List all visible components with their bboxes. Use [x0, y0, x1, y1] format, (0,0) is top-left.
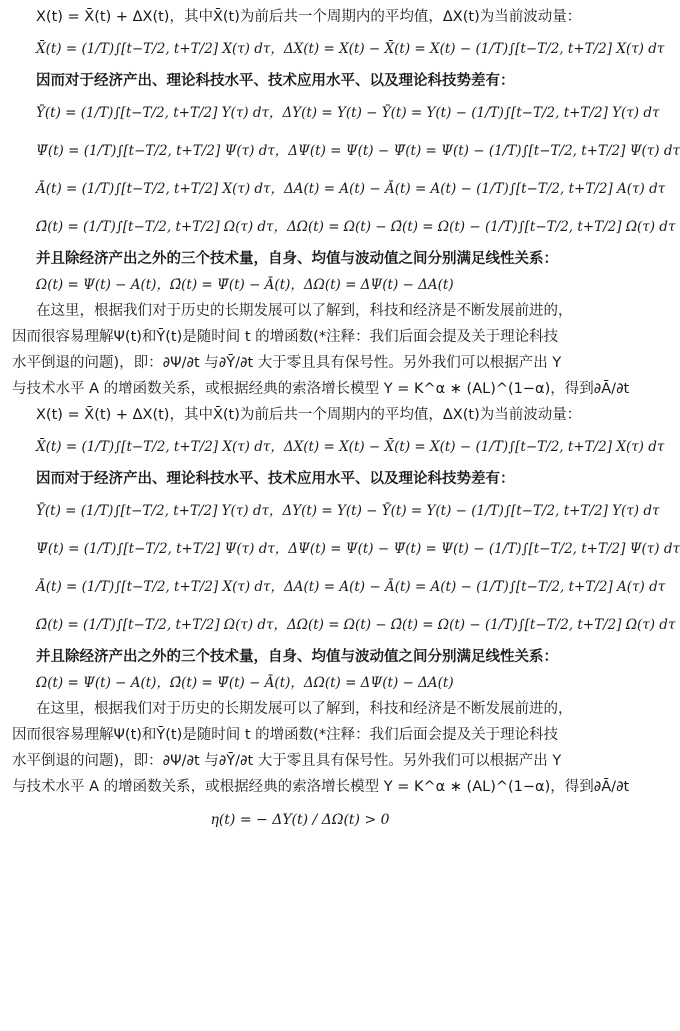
- section-2: [12, 402, 680, 800]
- definition-formula: X̄(t) = (1/T)∫[t−T/2, t+T/2] X(τ) dτ，ΔX(t) = X(t) − X̄(t) = X(t) − (1/T)∫[t−T/2, t+T/2] X(τ) dτ: [36, 439, 665, 455]
- formula-a: Ā(t) = (1/T)∫[t−T/2, t+T/2] X(τ) dτ，ΔA(t) = A(t) − Ā(t) = A(t) − (1/T)∫[t−T/2, t+T/2] A(τ) dτ: [36, 181, 666, 197]
- definition-formula: X̄(t) = (1/T)∫[t−T/2, t+T/2] X(τ) dτ，ΔX(t) = X(t) − X̄(t) = X(t) − (1/T)∫[t−T/2, t+T/2] X(τ) dτ: [36, 41, 665, 57]
- formula-psi: Ψ̄(t) = (1/T)∫[t−T/2, t+T/2] Ψ(τ) dτ，ΔΨ(t) = Ψ(t) − Ψ̄(t) = Ψ(t) − (1/T)∫[t−T/2, t+T/2] Ψ(τ) dτ: [36, 541, 680, 557]
- paragraph-line: 水平倒退的问题)，即：∂Ψ/∂t 与∂Ȳ/∂t 大于零且具有保号性。另外我们可以根据产出 Y: [12, 355, 562, 371]
- final-formula: η(t) = − ΔY(t) / ΔΩ(t) > 0: [210, 812, 390, 828]
- formula-psi: Ψ̄(t) = (1/T)∫[t−T/2, t+T/2] Ψ(τ) dτ，ΔΨ(t) = Ψ(t) − Ψ̄(t) = Ψ(t) − (1/T)∫[t−T/2, t+T/2] Ψ(τ) dτ: [36, 143, 680, 159]
- section-1: [12, 4, 680, 402]
- definition-line: X(t) = X̄(t) + ΔX(t)，其中X̄(t)为前后共一个周期内的平均值，ΔX(t)为当前波动量：: [36, 407, 582, 423]
- paragraph-line: 与技术水平 A 的增函数关系，或根据经典的索洛增长模型 Y = K^α ∗ (AL)^(1−α)，得到∂Ā/∂t: [12, 779, 630, 795]
- paragraph-line: 在这里，根据我们对于历史的长期发展可以了解到，科技和经济是不断发展前进的，: [36, 701, 573, 717]
- formula-a: Ā(t) = (1/T)∫[t−T/2, t+T/2] X(τ) dτ，ΔA(t) = A(t) − Ā(t) = A(t) − (1/T)∫[t−T/2, t+T/2] A(τ) dτ: [36, 579, 666, 595]
- definition-line: X(t) = X̄(t) + ΔX(t)，其中X̄(t)为前后共一个周期内的平均值，ΔX(t)为当前波动量：: [36, 9, 582, 25]
- linear-intro-line: 并且除经济产出之外的三个技术量，自身、均值与波动值之间分别满足线性关系：: [36, 251, 558, 267]
- linear-formula: Ω(t) = Ψ(t) − A(t)，Ω̄(t) = Ψ̄(t) − Ā(t)，ΔΩ(t) = ΔΨ(t) − ΔA(t): [36, 675, 454, 691]
- paragraph-line: 在这里，根据我们对于历史的长期发展可以了解到，科技和经济是不断发展前进的，: [36, 303, 573, 319]
- formula-y: Ȳ(t) = (1/T)∫[t−T/2, t+T/2] Y(τ) dτ，ΔY(t) = Y(t) − Ȳ(t) = Y(t) − (1/T)∫[t−T/2, t+T/2] Y(τ) dτ: [36, 503, 660, 519]
- paragraph-line: 因而很容易理解Ψ(t)和Ȳ(t)是随时间 t 的增函数(*注释：我们后面会提及关于理论科技: [12, 329, 559, 345]
- intro-line: 因而对于经济产出、理论科技水平、技术应用水平、以及理论科技势差有：: [36, 471, 515, 487]
- paragraph-line: 水平倒退的问题)，即：∂Ψ/∂t 与∂Ȳ/∂t 大于零且具有保号性。另外我们可以根据产出 Y: [12, 753, 562, 769]
- paragraph-line: 与技术水平 A 的增函数关系，或根据经典的索洛增长模型 Y = K^α ∗ (AL)^(1−α)，得到∂Ā/∂t: [12, 381, 630, 397]
- intro-line: 因而对于经济产出、理论科技水平、技术应用水平、以及理论科技势差有：: [36, 73, 515, 89]
- linear-intro-line: 并且除经济产出之外的三个技术量，自身、均值与波动值之间分别满足线性关系：: [36, 649, 558, 665]
- paragraph: [12, 298, 630, 402]
- formula-omega: Ω̄(t) = (1/T)∫[t−T/2, t+T/2] Ω(τ) dτ，ΔΩ(t) = Ω(t) − Ω̄(t) = Ω(t) − (1/T)∫[t−T/2, t+T/2] Ω(τ) dτ: [36, 219, 676, 235]
- paragraph-line: 因而很容易理解Ψ(t)和Ȳ(t)是随时间 t 的增函数(*注释：我们后面会提及关于理论科技: [12, 727, 559, 743]
- linear-formula: Ω(t) = Ψ(t) − A(t)，Ω̄(t) = Ψ̄(t) − Ā(t)，ΔΩ(t) = ΔΨ(t) − ΔA(t): [36, 277, 454, 293]
- paragraph: [12, 696, 630, 800]
- formula-omega: Ω̄(t) = (1/T)∫[t−T/2, t+T/2] Ω(τ) dτ，ΔΩ(t) = Ω(t) − Ω̄(t) = Ω(t) − (1/T)∫[t−T/2, t+T/2] Ω(τ) dτ: [36, 617, 676, 633]
- formula-y: Ȳ(t) = (1/T)∫[t−T/2, t+T/2] Y(τ) dτ，ΔY(t) = Y(t) − Ȳ(t) = Y(t) − (1/T)∫[t−T/2, t+T/2] Y(τ) dτ: [36, 105, 660, 121]
